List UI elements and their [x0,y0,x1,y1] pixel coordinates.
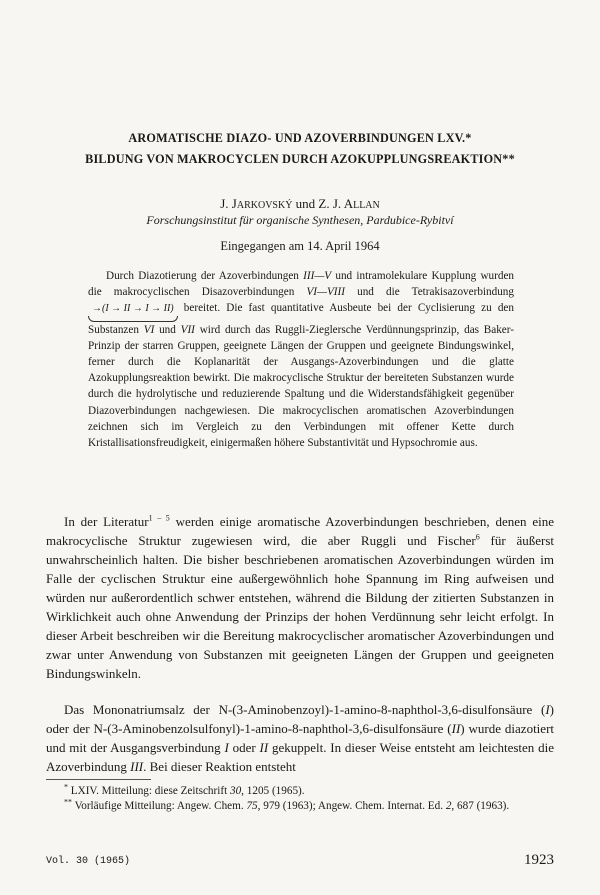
compound-ref: III—V [303,270,332,282]
body-text: gekuppelt. In dieser Weise entsteht am leichtesten die Azoverbindung [46,740,554,774]
compound-ref: VI—VIII [306,286,345,299]
compound-ref: I [224,740,229,755]
citation-ref: 1 – 5 [148,513,170,523]
footnote-1 [46,784,554,799]
page-footer [46,852,554,872]
footnote-text: , 979 (1963); Angew. Chem. Internat. Ed. [257,800,446,812]
footnote-text: Vorläufige Mitteilung: Angew. Chem. [72,800,247,812]
compound-ref: VII [180,323,195,336]
citation-ref: 6 [475,532,480,542]
author-1-initials: J. J [220,196,237,211]
body-text: werden einige aromatische Azoverbindungen beschrieben, denen eine makrocyclische Struktur zugewiesen wird, die aber Ruggli und Fischer [46,514,555,548]
body-paragraph-2 [46,700,554,776]
footnotes [46,784,554,814]
compound-ref: VI [143,323,155,336]
affiliation: Forschungsinstitut für organische Synthesen, Pardubice-Rybitví [146,213,454,227]
volume-info: Vol. 30 (1965) [46,856,131,867]
compound-ref: III [130,759,144,774]
abstract-text: wird durch das Ruggli-Zieglersche Verdünnungsprinzip, das Baker-Prinzip der starren Gruppen, geeignete Längen der Gruppen und geeignete Bindungswinkel, ferner durch die Koplanarität der Ausgangs-Azoverbindungen und die glatte Azokupplungsreaktion bewirkt. Die makrocyclische Struktur der bereiteten Substanzen wurde durch die hydrolytische und reduzierende Spaltung und die Widerstandsfähigkeit gegenüber Diazoverbindungen nachgewiesen. Die makrocyclischen aromatischen Azoverbindungen zeichnen sich im Vergleich zu den Verbindungen mit offener Kette durch Kristallisationsfreudigkeit, einigermaßen höhere Substantivität und Hypsochromie aus. [88,323,514,450]
received-date: Eingegangen am 14. April 1964 [220,239,380,253]
footnote-2 [46,799,554,814]
volume-number: 2 [445,800,452,812]
footnote-divider [46,779,151,780]
abstract-text: und intramolekulare Kupplung wurden die makrocyclischen Disazoverbindungen [88,270,514,299]
cycle-formula: →(I → II → I → II) [88,301,178,321]
author-1-surname: ARKOVSKÝ [236,200,293,211]
body-text: ) wurde diazotiert und mit der Ausgangsverbindung [46,721,555,755]
abstract-text: und [154,323,181,336]
footnote-text: , 687 (1963). [451,800,510,812]
authors [40,196,560,212]
abstract-text: bereitet. Die fast quantitative Ausbeute bei der Cyclisierung zu den Substanzen [88,302,514,336]
author-conjunction: und [292,196,319,211]
article-title-line-1: AROMATISCHE DIAZO- UND AZOVERBINDUNGEN LXV.* [128,131,472,145]
volume-number: 30 [229,785,242,797]
abstract [88,268,514,451]
body-text: . Bei dieser Reaktion entsteht [143,759,296,774]
abstract-text: und die Tetrakisazoverbindung [344,286,514,299]
article-title-line-2: BILDUNG VON MAKROCYCLEN DURCH AZOKUPPLUNGSREAKTION** [85,152,515,166]
body-text: oder [228,740,260,755]
footnote-text: LXIV. Mitteilung: diese Zeitschrift [68,785,230,797]
body-text: Das Mononatriumsalz der N-(3-Aminobenzoyl)-1-amino-8-naphthol-3,6-disulfonsäure ( [64,702,546,717]
body-text: In der Literatur [64,514,149,529]
body-text: ) oder der N-(3-Aminobenzolsulfonyl)-1-amino-8-naphthol-3,6-disulfonsäure ( [46,702,554,736]
footnote-mark: * [64,782,68,792]
page-number: 1923 [524,852,554,868]
footnote-mark: ** [64,797,72,807]
body-paragraph-1 [46,512,554,683]
compound-ref: II [259,740,269,755]
author-2-initials: Z. J. A [318,196,354,211]
author-2-surname: LLAN [353,200,380,211]
volume-number: 75 [246,800,258,812]
body-text: für äußerst unwahrscheinlich halten. Die bisher beschriebenen aromatischen Azoverbindungen würden im Falle der cyclischen Struktur eine außergewöhnlich hohe Spannung im Ring aufweisen und würden nur außerordentlich schwer entstehen, während die Bildung der zitierten Substanzen in Wirklichkeit auch ohne Anwendung der Prinzips der hohen Verdünnung sehr leicht erfolgt. In dieser Arbeit beschreiben wir die Bereitung makrocyclischer aromatischer Azoverbindungen und zwar unter Anwendung von Substanzen mit geeigneten Längen der Gruppen und geeigneten Bindungswinkeln. [46,533,554,681]
abstract-text: Durch Diazotierung der Azoverbindungen [106,270,304,282]
compound-ref: II [451,721,461,736]
footnote-text: , 1205 (1965). [241,785,305,797]
compound-ref: I [545,702,550,717]
